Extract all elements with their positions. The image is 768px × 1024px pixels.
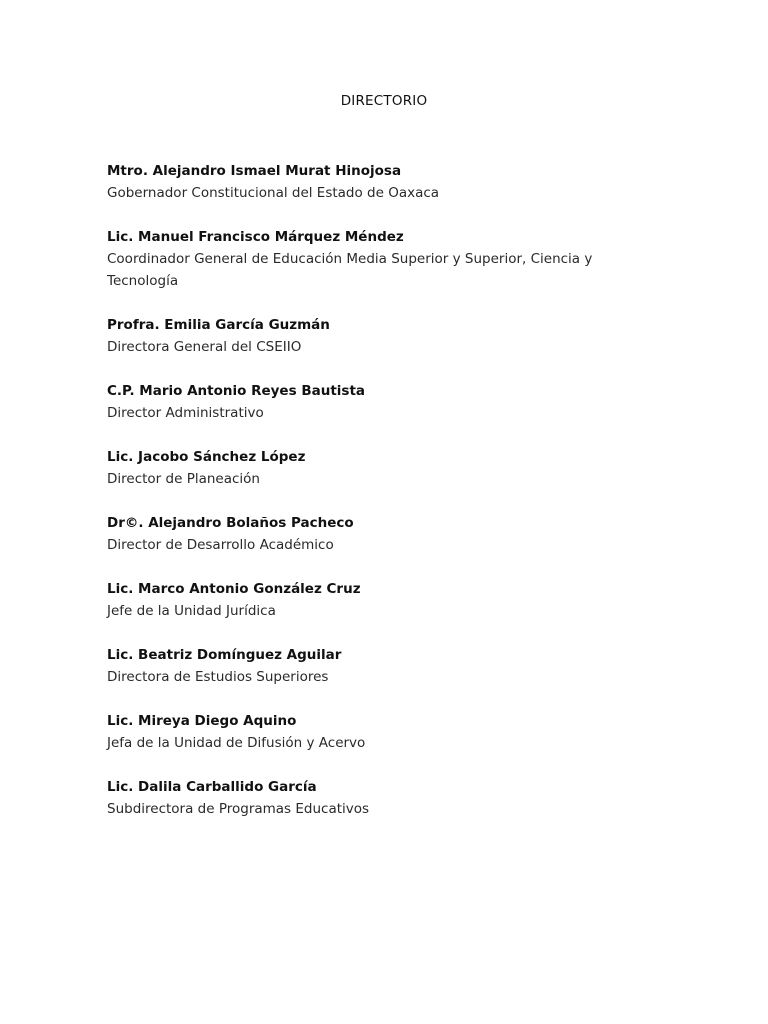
entry-name: Lic. Mireya Diego Aquino bbox=[107, 713, 297, 729]
entry-name: Lic. Manuel Francisco Márquez Méndez bbox=[107, 229, 404, 245]
entry-role: Director de Desarrollo Académico bbox=[107, 537, 334, 553]
directory-entry bbox=[107, 314, 667, 358]
entry-name: Profra. Emilia García Guzmán bbox=[107, 317, 330, 333]
entry-role: Directora General del CSEIIO bbox=[107, 339, 302, 355]
entry-role: Director de Planeación bbox=[107, 471, 260, 487]
entry-name: Lic. Dalila Carballido García bbox=[107, 779, 317, 795]
page-title: DIRECTORIO bbox=[340, 93, 428, 109]
entry-role: Directora de Estudios Superiores bbox=[107, 669, 329, 685]
entry-role: Coordinador General de Educación Media Superior y Superior, Ciencia y Tecnología bbox=[107, 251, 593, 289]
entry-name: C.P. Mario Antonio Reyes Bautista bbox=[107, 383, 366, 399]
directory-entry bbox=[107, 226, 667, 292]
directory-entry bbox=[107, 644, 667, 688]
entry-name: Lic. Beatriz Domínguez Aguilar bbox=[107, 647, 342, 663]
entry-role: Subdirectora de Programas Educativos bbox=[107, 801, 370, 817]
entry-role: Gobernador Constitucional del Estado de Oaxaca bbox=[107, 185, 440, 201]
entry-name: Lic. Jacobo Sánchez López bbox=[107, 449, 306, 465]
entry-name: Dr©. Alejandro Bolaños Pacheco bbox=[107, 515, 354, 531]
entry-role: Jefa de la Unidad de Difusión y Acervo bbox=[107, 735, 366, 751]
directory-entry bbox=[107, 710, 667, 754]
directory-entry bbox=[107, 776, 667, 820]
directory-entry bbox=[107, 380, 667, 424]
directory-entry bbox=[107, 578, 667, 622]
entry-name: Mtro. Alejandro Ismael Murat Hinojosa bbox=[107, 163, 402, 179]
directory-list bbox=[107, 160, 667, 842]
entry-name: Lic. Marco Antonio González Cruz bbox=[107, 581, 361, 597]
entry-role: Jefe de la Unidad Jurídica bbox=[107, 603, 276, 619]
directory-entry bbox=[107, 446, 667, 490]
entry-role: Director Administrativo bbox=[107, 405, 264, 421]
directory-entry bbox=[107, 512, 667, 556]
directory-entry bbox=[107, 160, 667, 204]
